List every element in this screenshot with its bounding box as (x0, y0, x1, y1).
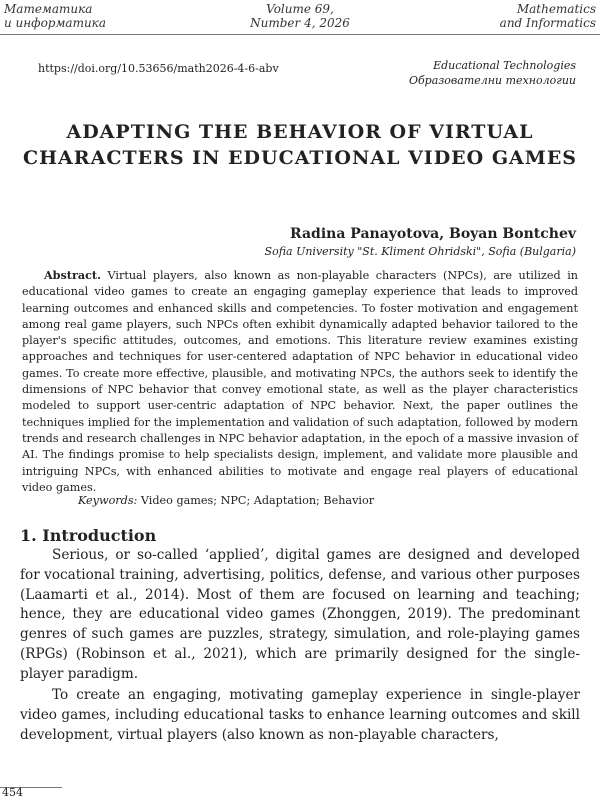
authors: Radina Panayotova, Boyan Bontchev (290, 226, 576, 242)
journal-name-en (500, 2, 596, 30)
journal-name-bg-line2: и информатика (4, 16, 107, 30)
keywords-label: Keywords: (78, 494, 138, 507)
body-paragraph: Serious, or so-called ‘applied’, digital games are designed and developed for vocational training, advertising, politics, defense, and various other purposes (Laamarti et al., 2014). Most of them are focused on learning and teaching; hence, they are educational video games (Zhonggen, 2019). The predominant genres of such games are puzzles, strategy, simulation, and role-playing games (RPGs) (Robinson et al., 2021), which are primarily designed for the single-player paradigm. (20, 547, 580, 682)
page-number: 454 (2, 786, 23, 799)
abstract (22, 267, 578, 496)
keywords-text: Video games; NPC; Adaptation; Behavior (140, 494, 375, 507)
issue-line: Number 4, 2026 (250, 16, 350, 30)
abstract-label: Abstract. (44, 268, 101, 282)
affiliation: Sofia University "St. Kliment Ohridski", Sofia (Bulgaria) (264, 245, 576, 258)
journal-name-bg-line1: Математика (4, 2, 93, 16)
paper-title: ADAPTING THE BEHAVIOR OF VIRTUAL CHARACTERS IN EDUCATIONAL VIDEO GAMES (22, 121, 578, 169)
body-paragraph: To create an engaging, motivating gameplay experience in single-player video games, including educational tasks to enhance learning outcomes and skill development, virtual players (also known as non-playable characters, (20, 687, 580, 743)
section-heading: 1. Introduction (20, 526, 157, 545)
section-label-en: Educational Technologies (433, 59, 576, 72)
doi-link[interactable]: https://doi.org/10.53656/math2026-4-6-abv (38, 62, 279, 75)
keywords (78, 494, 374, 507)
section-label (409, 58, 576, 88)
header-divider (0, 34, 600, 35)
volume-line: Volume 69, (266, 2, 334, 16)
journal-name-en-line1: Mathematics (516, 2, 596, 16)
section-label-bg: Образователни технологии (408, 74, 576, 87)
journal-name-en-line2: and Informatics (499, 16, 596, 30)
abstract-text: Virtual players, also known as non-playable characters (NPCs), are utilized in educational video games to create an engaging gameplay experience that leads to improved learning outcomes and enhanced skills and competencies. To foster motivation and engagement among real game players, such NPCs often exhibit dynamically adapted behavior tailored to the player's specific attitudes, outcomes, and emotions. This literature review examines existing approaches and techniques for user-centered adaptation of NPC behavior in educational video games. To create more effective, plausible, and motivating NPCs, the authors seek to identify the dimensions of NPC behavior that convey emotional state, as well as the player characteristics modeled to support user-centric adaptation of NPC behavior. Next, the paper outlines the techniques implied for the implementation and validation of such adaptation, followed by modern trends and research challenges in NPC behavior adaptation, in the epoch of a massive invasion of AI. The findings promise to help specialists design, implement, and validate more plausible and intriguing NPCs, with enhanced abilities to motivate and engage real players of educational video games. (22, 269, 578, 494)
